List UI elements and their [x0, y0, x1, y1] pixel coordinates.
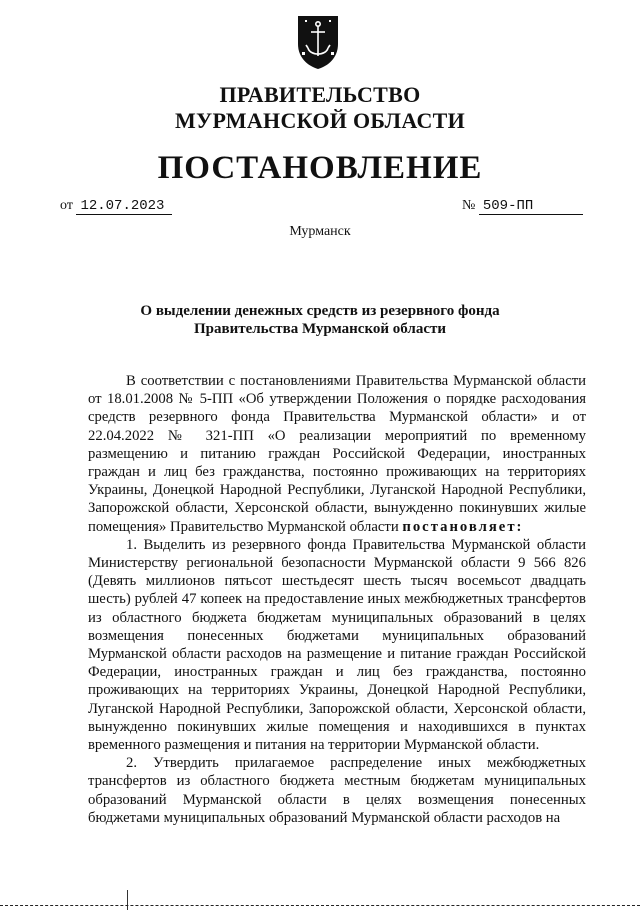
item-2-paragraph: 2. Утвердить прилагаемое распределение иных межбюджетных трансфертов из областного бюджета местным бюджетам муниципальных образований Мурманской области в целях возмещения понесенных бюджетами муниципальных образований Мурманской области расходов на [88, 755, 586, 826]
document-type: ПОСТАНОВЛЕНИЕ [157, 150, 483, 186]
resolves-keyword: постановляет: [402, 518, 524, 535]
issuer-line-1: ПРАВИТЕЛЬСТВО [219, 82, 421, 107]
scan-artifact [127, 890, 128, 910]
preamble-text: В соответствии с постановлениями Правительства Мурманской области от 18.01.2008 № 5-ПП «Об утверждении Положения о порядке расходования средств резервного фонда Правительства Мурманской области» и от 22.04.2022 № 321-ПП «О реализации мероприятий по временному размещению и питанию граждан Российской Федерации, иностранных граждан и лиц без гражданства, постоянно проживающих на территориях Украины, Донецкой Народной Республики, Луганской Народной Республики, Запорожской области, Херсонской области, вынужденно покинувших жилые помещения» Правительство Мурманской области [88, 373, 586, 535]
number-field [462, 198, 583, 215]
subject-line-2: Правительства Мурманской области [193, 321, 447, 337]
subject-line-1: О выделении денежных средств из резервного фонда [140, 303, 500, 319]
coat-of-arms-icon [296, 14, 340, 70]
preamble-paragraph [88, 372, 586, 536]
date-field [60, 198, 172, 215]
document-body [88, 372, 586, 827]
city: Мурманск [289, 224, 351, 239]
date-prefix: от [60, 198, 73, 213]
date-value: 12.07.2023 [76, 198, 172, 215]
document-subject [0, 302, 640, 338]
number-value: 509-ПП [479, 198, 583, 215]
item-1-paragraph: 1. Выделить из резервного фонда Правительства Мурманской области Министерству региональной безопасности Мурманской области 9 566 826 (Девять миллионов пятьсот шестьдесят шесть тысяч восемьсот двадцать шесть) рублей 47 копеек на предоставление иных межбюджетных трансфертов из областного бюджета бюджетам муниципальных образований в целях возмещения понесенных бюджетами муниципальных образований Мурманской области расходов на размещение и питание граждан Российской Федерации, иностранных граждан и лиц без гражданства, постоянно проживающих на территориях Украины, Донецкой Народной Республики, Луганской Народной Республики, Запорожской области, Херсонской области, вынужденно покинувших жилые помещения и находившихся в пунктах временного размещения и питания на территории Мурманской области. [88, 536, 586, 754]
scan-edge-line [0, 905, 640, 907]
number-prefix: № [462, 198, 476, 213]
issuer-line-2: МУРМАНСКОЙ ОБЛАСТИ [174, 108, 466, 133]
issuer-block [0, 82, 640, 134]
